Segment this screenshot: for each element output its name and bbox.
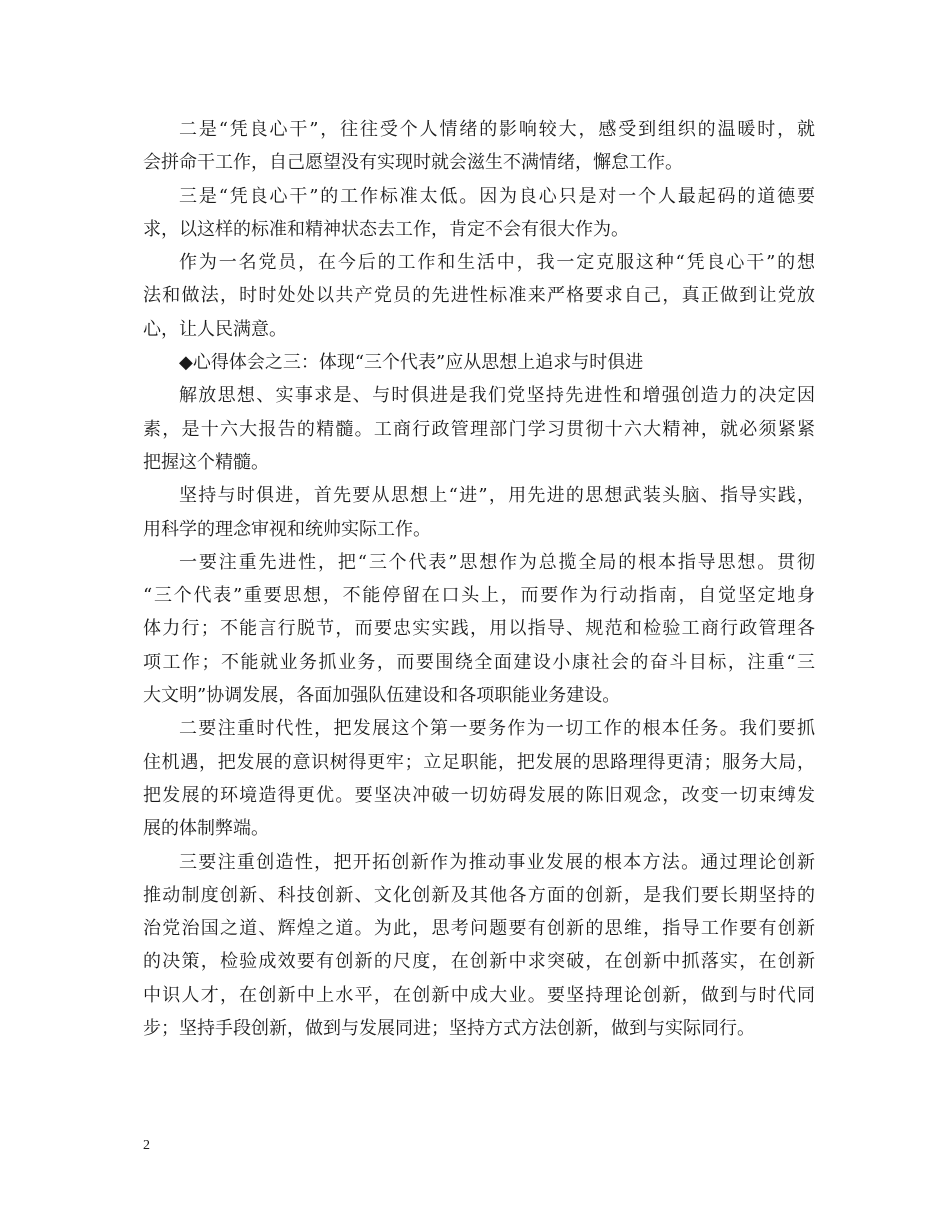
text-line: 坚持与时俱进，首先要从思想上“进”，用先进的思想武装头脑、指导实践，: [179, 485, 815, 507]
text-line: 三要注重创造性，把开拓创新作为推动事业发展的根本方法。通过理论创新: [179, 851, 815, 873]
text-line: 二要注重时代性，把发展这个第一要务作为一切工作的根本任务。我们要抓: [179, 718, 815, 740]
text-line: 心，让人民满意。: [143, 318, 287, 340]
text-line: 大文明”协调发展，各面加强队伍建设和各项职能业务建设。: [143, 685, 621, 707]
text-line: 项工作；不能就业务抓业务，而要围绕全面建设小康社会的奋斗目标，注重“三: [143, 651, 815, 673]
text-line: 一要注重先进性，把“三个代表”思想作为总揽全局的根本指导思想。贯彻: [179, 551, 815, 573]
text-line: 作为一名党员，在今后的工作和生活中，我一定克服这种“凭良心干”的想: [179, 252, 815, 274]
text-line: 的决策，检验成效要有创新的尺度，在创新中求突破，在创新中抓落实，在创新: [143, 951, 815, 973]
text-line: 二是“凭良心干”，往往受个人情绪的影响较大，感受到组织的温暖时，就: [179, 119, 815, 140]
text-line: 解放思想、实事求是、与时俱进是我们党坚持先进性和增强创造力的决定因: [179, 385, 815, 407]
text-line: 推动制度创新、科技创新、文化创新及其他各方面的创新，是我们要长期坚持的: [143, 884, 815, 906]
text-line: 中识人才，在创新中上水平，在创新中成大业。要坚持理论创新，做到与时代同: [143, 984, 815, 1006]
text-line: 步；坚持手段创新，做到与发展同进；坚持方式方法创新，做到与实际同行。: [143, 1018, 755, 1040]
text-line: 用科学的理念审视和统帅实际工作。: [143, 518, 431, 540]
text-line: 求，以这样的标准和精神状态去工作，肯定不会有很大作为。: [143, 218, 629, 240]
text-line: 三是“凭良心干”的工作标准太低。因为良心只是对一个人最起码的道德要: [179, 185, 815, 207]
document-body: [143, 113, 815, 1045]
text-line: 住机遇，把发展的意识树得更牢；立足职能，把发展的思路理得更清；服务大局，: [143, 751, 815, 773]
text-line: 法和做法，时时处处以共产党员的先进性标准来严格要求自己，真正做到让党放: [143, 285, 815, 307]
text-line: 展的体制弊端。: [143, 818, 269, 840]
text-line: 治党治国之道、辉煌之道。为此，思考问题要有创新的思维，指导工作要有创新: [143, 918, 815, 940]
text-line: 体力行；不能言行脱节，而要忠实实践，用以指导、规范和检验工商行政管理各: [143, 618, 815, 640]
text-line: 会拼命干工作，自己愿望没有实现时就会滋生不满情绪，懈怠工作。: [143, 152, 683, 174]
text-line: 把握这个精髓。: [143, 451, 269, 473]
page-number: 2: [143, 1138, 150, 1153]
text-line: “三个代表”重要思想，不能停留在口头上，而要作为行动指南，自觉坚定地身: [143, 585, 815, 607]
text-line: 素，是十六大报告的精髓。工商行政管理部门学习贯彻十六大精神，就必须紧紧: [143, 418, 815, 440]
text-line: ◆心得体会之三：体现“三个代表”应从思想上追求与时俱进: [179, 352, 644, 374]
text-line: 把发展的环境造得更优。要坚决冲破一切妨碍发展的陈旧观念，改变一切束缚发: [143, 784, 815, 806]
